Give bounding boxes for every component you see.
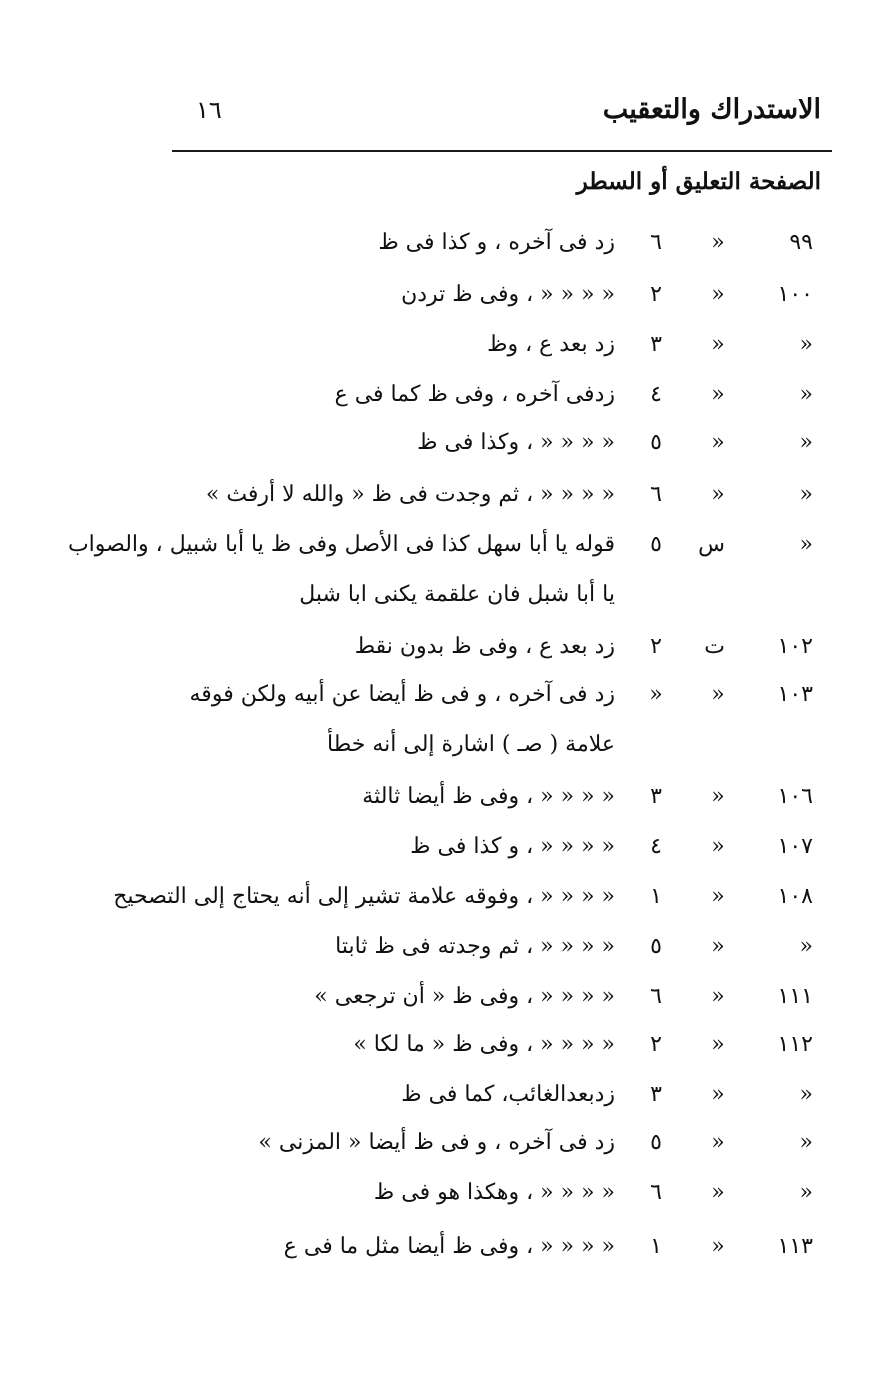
line-ref: ٣ — [650, 332, 662, 357]
note-text: « « « « ، وكذا فى ظ — [417, 430, 615, 455]
note-continuation: علامة ( صـ ) اشارة إلى أنه خطأ — [326, 732, 615, 757]
side-ref: س — [698, 532, 725, 557]
page-ref: « — [799, 482, 813, 507]
page-ref: ١١٣ — [777, 1234, 813, 1259]
side-ref: « — [711, 884, 725, 909]
side-ref: « — [711, 1234, 725, 1259]
note-text: « « « « ، و كذا فى ظ — [410, 834, 615, 859]
line-ref: ٦ — [650, 984, 662, 1009]
page-ref: ١٠٢ — [777, 634, 813, 659]
side-ref: ت — [704, 634, 725, 659]
page-ref: « — [799, 1130, 813, 1155]
side-ref: « — [711, 332, 725, 357]
side-ref: « — [711, 1082, 725, 1107]
side-ref: « — [711, 482, 725, 507]
side-ref: « — [711, 282, 725, 307]
note-text: زد فى آخره ، و كذا فى ظ — [378, 230, 615, 255]
page-ref: ١١١ — [777, 984, 813, 1009]
line-ref: ٣ — [650, 784, 662, 809]
page-number: ١٦ — [196, 96, 222, 124]
side-ref: « — [711, 682, 725, 707]
line-ref: ٥ — [650, 934, 662, 959]
line-ref: ٦ — [650, 1180, 662, 1205]
line-ref: ١ — [650, 884, 662, 909]
note-text: « « « « ، وفى ظ « أن ترجعى » — [314, 984, 615, 1009]
side-ref: « — [711, 430, 725, 455]
note-continuation: يا أبا شبل فان علقمة يكنى ابا شبل — [299, 582, 615, 607]
side-ref: « — [711, 1180, 725, 1205]
column-heading: الصفحة التعليق أو السطر — [576, 168, 821, 195]
page-ref: ١٠٣ — [777, 682, 813, 707]
note-text: « « « « ، وفوقه علامة تشير إلى أنه يحتاج إلى التصحيح — [113, 884, 615, 909]
line-ref: ٢ — [650, 282, 662, 307]
line-ref: « — [649, 682, 663, 707]
note-text: « « « « ، ثم وجدته فى ظ ثابتا — [335, 934, 615, 959]
running-title: الاستدراك والتعقيب — [602, 94, 821, 125]
side-ref: « — [711, 934, 725, 959]
header-rule — [172, 150, 832, 152]
note-text: « « « « ، وفى ظ أيضا مثل ما فى ع — [283, 1234, 615, 1259]
line-ref: ٢ — [650, 1032, 662, 1057]
page-ref: ٩٩ — [789, 230, 813, 255]
note-text: زد بعد ع ، وفى ظ بدون نقط — [354, 634, 615, 659]
side-ref: « — [711, 1032, 725, 1057]
line-ref: ٥ — [650, 1130, 662, 1155]
line-ref: ٤ — [650, 834, 662, 859]
line-ref: ٣ — [650, 1082, 662, 1107]
line-ref: ٢ — [650, 634, 662, 659]
page-ref: ١٠٦ — [777, 784, 813, 809]
page-ref: ١٠٠ — [777, 282, 813, 307]
side-ref: « — [711, 984, 725, 1009]
note-text: زد فى آخره ، و فى ظ أيضا عن أبيه ولكن فوقه — [189, 682, 615, 707]
side-ref: « — [711, 382, 725, 407]
note-text: زدفى آخره ، وفى ظ كما فى ع — [334, 382, 615, 407]
note-text: « « « « ، ثم وجدت فى ظ « والله لا أرفث » — [205, 482, 615, 507]
page-ref: « — [799, 1082, 813, 1107]
side-ref: « — [711, 1130, 725, 1155]
page-ref: « — [799, 430, 813, 455]
note-text: قوله يا أبا سهل كذا فى الأصل وفى ظ يا أبا شبيل ، والصواب — [67, 532, 615, 557]
note-text: زد بعد ع ، وظ — [487, 332, 615, 357]
page-ref: « — [799, 332, 813, 357]
page-ref: ١٠٨ — [777, 884, 813, 909]
note-text: « « « « ، وفى ظ أيضا ثالثة — [362, 784, 615, 809]
note-text: « « « « ، وفى ظ تردن — [401, 282, 615, 307]
page-ref: « — [799, 1180, 813, 1205]
line-ref: ١ — [650, 1234, 662, 1259]
line-ref: ٤ — [650, 382, 662, 407]
note-text: زدبعدالغائب، كما فى ظ — [401, 1082, 615, 1107]
side-ref: « — [711, 230, 725, 255]
page-ref: ١١٢ — [777, 1032, 813, 1057]
page-ref: « — [799, 532, 813, 557]
page-ref: ١٠٧ — [777, 834, 813, 859]
line-ref: ٥ — [650, 532, 662, 557]
line-ref: ٦ — [650, 230, 662, 255]
line-ref: ٥ — [650, 430, 662, 455]
line-ref: ٦ — [650, 482, 662, 507]
note-text: « « « « ، وفى ظ « ما لكا » — [353, 1032, 615, 1057]
note-text: « « « « ، وهكذا هو فى ظ — [373, 1180, 615, 1205]
page-ref: « — [799, 382, 813, 407]
side-ref: « — [711, 784, 725, 809]
page-ref: « — [799, 934, 813, 959]
side-ref: « — [711, 834, 725, 859]
note-text: زد فى آخره ، و فى ظ أيضا « المزنى » — [258, 1130, 615, 1155]
